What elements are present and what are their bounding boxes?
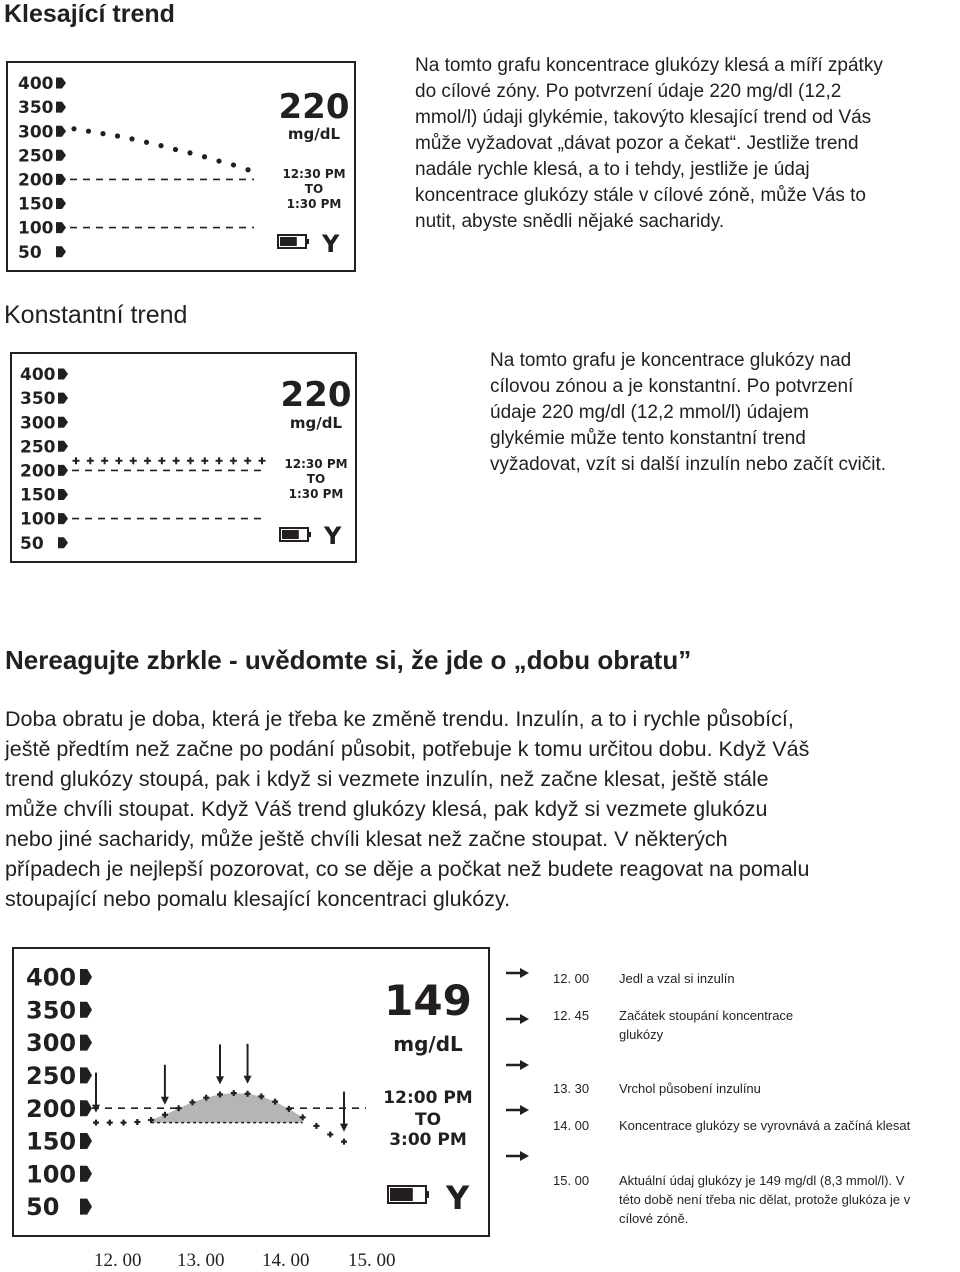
y-tick-label: 300: [18, 122, 54, 143]
text-line: glykémie může tento konstantní trend: [490, 428, 806, 449]
y-tick-label: 300: [26, 1029, 77, 1058]
y-tick-label: 100: [18, 218, 54, 239]
y-tick-marker: [56, 198, 66, 209]
y-tick-marker: [80, 1133, 92, 1149]
y-tick-label: 150: [26, 1127, 77, 1156]
y-tick-marker: [80, 1100, 92, 1116]
time-range-start: 12:00 PM: [383, 1088, 473, 1108]
y-tick-label: 300: [20, 413, 56, 434]
text-line: nutit, abyste snědli nějaké sacharidy.: [415, 211, 725, 232]
y-tick-marker: [58, 465, 68, 476]
y-tick-label: 100: [20, 509, 56, 530]
event-time: 12. 00: [553, 971, 590, 986]
y-tick-label: 50: [26, 1193, 60, 1222]
event-text-line: Jedl a vzal si inzulín: [619, 971, 735, 986]
y-tick-label: 350: [20, 389, 56, 410]
y-tick-label: 400: [18, 74, 54, 95]
y-tick-label: 150: [18, 194, 54, 215]
arrow-down-icon: [244, 1076, 252, 1084]
cgm-screen-falling: [8, 63, 354, 270]
section-title-lag-time: Nereagujte zbrkle - uvědomte si, že jde o „dobu obratu”: [5, 645, 692, 675]
text-line: Doba obratu je doba, která je třeba ke změně trendu. Inzulín, a to i rychle působící,: [5, 707, 794, 731]
y-tick-marker: [56, 126, 66, 137]
y-tick-marker: [58, 513, 68, 524]
y-tick-marker: [80, 1035, 92, 1051]
arrow-right-icon: [506, 1151, 529, 1161]
text-line: mmol/l) údaji glykémie, takovýto klesající trend od Vás: [415, 107, 872, 128]
arrow-down-icon: [340, 1124, 348, 1132]
cgm-screen-lag: [14, 949, 488, 1235]
x-tick-label: 12. 00: [94, 1250, 142, 1271]
trend-point: [231, 162, 236, 167]
battery-level: [390, 1188, 413, 1201]
y-tick-marker: [56, 174, 66, 185]
event-text-line: Aktuální údaj glukózy je 149 mg/dl (8,3 mmol/l). V: [619, 1173, 905, 1188]
y-tick-marker: [80, 969, 92, 985]
y-tick-marker: [56, 246, 66, 257]
trend-point: [158, 143, 163, 148]
lag-time-description: [5, 704, 960, 914]
text-line: stoupající nebo pomalu klesající koncentraci glukózy.: [5, 887, 511, 911]
y-tick-marker: [80, 1199, 92, 1215]
y-tick-marker: [56, 222, 66, 233]
event-text-line: Koncentrace glukózy se vyrovnává a začíná klesat: [619, 1118, 911, 1133]
text-line: může chvíli stoupat. Když Váš trend glukózy klesá, pak když si vezmete glukózu: [5, 797, 768, 821]
trend-point: [144, 140, 149, 145]
y-tick-marker: [56, 150, 66, 161]
signal-indicator: Y: [446, 1179, 470, 1217]
y-tick-label: 250: [26, 1062, 77, 1091]
signal-indicator: Y: [324, 522, 342, 550]
y-tick-label: 250: [20, 437, 56, 458]
trend-point: [115, 133, 120, 138]
trend-point: [173, 147, 178, 152]
y-tick-label: 200: [20, 461, 56, 482]
cgm-display-constant: [10, 352, 357, 563]
y-tick-marker: [58, 441, 68, 452]
y-tick-marker: [58, 489, 68, 500]
text-line: může vyžadovat „dávat pozor a čekat“. Jestliže trend: [415, 133, 859, 154]
trend-point: [100, 131, 105, 136]
text-line: vyžadovat, vzít si další inzulín nebo začít cvičit.: [490, 454, 887, 475]
cgm-display-lag: [12, 947, 490, 1237]
event-text-line: cílové zóně.: [619, 1211, 689, 1226]
y-tick-label: 250: [18, 146, 54, 167]
time-range-to: TO: [304, 182, 324, 196]
trend-point: [86, 129, 91, 134]
falling-trend-description: [415, 53, 955, 235]
event-time: 14. 00: [553, 1118, 590, 1133]
y-tick-marker: [56, 102, 66, 113]
y-tick-label: 400: [26, 963, 77, 992]
y-tick-label: 200: [26, 1094, 77, 1123]
cgm-display-falling: [6, 61, 356, 272]
y-tick-marker: [58, 417, 68, 428]
x-tick-label: 15. 00: [348, 1250, 396, 1271]
x-tick-label: 14. 00: [262, 1250, 310, 1271]
text-line: Na tomto grafu je koncentrace glukózy nad: [490, 350, 852, 371]
text-line: cílovou zónou a je konstantní. Po potvrzení: [490, 376, 854, 397]
time-range-start: 12:30 PM: [284, 457, 348, 471]
event-description: [619, 969, 735, 988]
y-tick-label: 50: [18, 242, 42, 263]
event-text-line: Začátek stoupání koncentrace: [619, 1008, 794, 1023]
event-arrows: [500, 962, 540, 1172]
battery-tip: [306, 239, 309, 244]
y-tick-label: 150: [20, 485, 56, 506]
text-line: do cílové zóny. Po potvrzení údaje 220 mg/dl (12,2: [415, 81, 842, 102]
text-line: trend glukózy stoupá, pak i když si vezmete inzulín, než začne klesat, ještě stále: [5, 767, 769, 791]
glucose-unit: mg/dL: [393, 1032, 463, 1056]
event-time: 12. 45: [553, 1008, 590, 1023]
text-line: ještě předtím než začne po podání působit, potřebuje k tomu určitou dobu. Když Váš: [5, 737, 810, 761]
trend-point: [71, 126, 76, 131]
trend-point: [245, 167, 250, 172]
glucose-unit: mg/dL: [287, 125, 341, 143]
y-tick-label: 50: [20, 533, 44, 554]
event-description: [619, 1006, 793, 1044]
y-tick-marker: [80, 1002, 92, 1018]
text-line: koncentrace glukózy stále v cílové zóně, může Vás to: [415, 185, 866, 206]
trend-point: [129, 136, 134, 141]
y-tick-marker: [56, 78, 66, 89]
glucose-unit: mg/dL: [289, 414, 343, 432]
cgm-screen-constant: [12, 354, 355, 561]
time-range-end: 1:30 PM: [286, 197, 342, 211]
event-time: 13. 30: [553, 1081, 590, 1096]
y-tick-marker: [58, 537, 68, 548]
time-range-end: 1:30 PM: [288, 487, 344, 501]
battery-level: [282, 530, 299, 539]
y-tick-label: 100: [26, 1160, 77, 1189]
arrow-down-icon: [161, 1097, 169, 1105]
arrow-right-icon: [506, 1014, 529, 1024]
time-range-to: TO: [306, 472, 326, 486]
text-line: případech je nejlepší pozorovat, co se děje a počkat než budete reagovat na pomalu: [5, 857, 810, 881]
y-tick-marker: [58, 393, 68, 404]
event-description: [619, 1079, 761, 1098]
event-text-line: této době není třeba nic dělat, protože glukóza je v: [619, 1192, 911, 1207]
signal-indicator: Y: [322, 230, 340, 258]
constant-trend-description: [490, 348, 955, 478]
y-tick-label: 350: [18, 98, 54, 119]
section-title-falling: Klesající trend: [4, 0, 175, 28]
time-range-start: 12:30 PM: [282, 167, 346, 181]
section-title-constant: Konstantní trend: [4, 301, 188, 329]
time-range-to: TO: [414, 1110, 442, 1130]
event-description: [619, 1116, 910, 1135]
trend-point: [187, 150, 192, 155]
glucose-value: 220: [280, 375, 352, 415]
x-tick-label: 13. 00: [177, 1250, 225, 1271]
glucose-value: 149: [384, 976, 472, 1025]
arrow-right-icon: [506, 968, 529, 978]
text-line: nadále rychle klesá, a to i tehdy, jestliže je údaj: [415, 159, 810, 180]
y-tick-marker: [58, 369, 68, 380]
text-line: údaje 220 mg/dl (12,2 mmol/l) údajem: [490, 402, 809, 423]
event-text-line: Vrchol působení inzulínu: [619, 1081, 761, 1096]
y-tick-marker: [80, 1166, 92, 1182]
y-tick-marker: [80, 1067, 92, 1083]
battery-tip: [308, 532, 311, 537]
arrow-down-icon: [216, 1076, 224, 1084]
arrow-right-icon: [506, 1060, 529, 1070]
y-tick-label: 200: [18, 170, 54, 191]
event-description: [619, 1171, 910, 1228]
text-line: nebo jiné sacharidy, může ještě chvíli klesat než začne stoupat. V některých: [5, 827, 728, 851]
battery-level: [280, 237, 297, 246]
trend-point: [216, 158, 221, 163]
arrow-right-icon: [506, 1105, 529, 1115]
battery-tip: [426, 1191, 429, 1198]
glucose-value: 220: [278, 87, 350, 127]
y-tick-label: 400: [20, 365, 56, 386]
y-tick-label: 350: [26, 996, 77, 1025]
trend-point: [202, 154, 207, 159]
text-line: Na tomto grafu koncentrace glukózy klesá a míří zpátky: [415, 55, 883, 76]
event-text-line: glukózy: [619, 1027, 664, 1042]
time-range-end: 3:00 PM: [389, 1130, 467, 1150]
event-time: 15. 00: [553, 1173, 590, 1188]
